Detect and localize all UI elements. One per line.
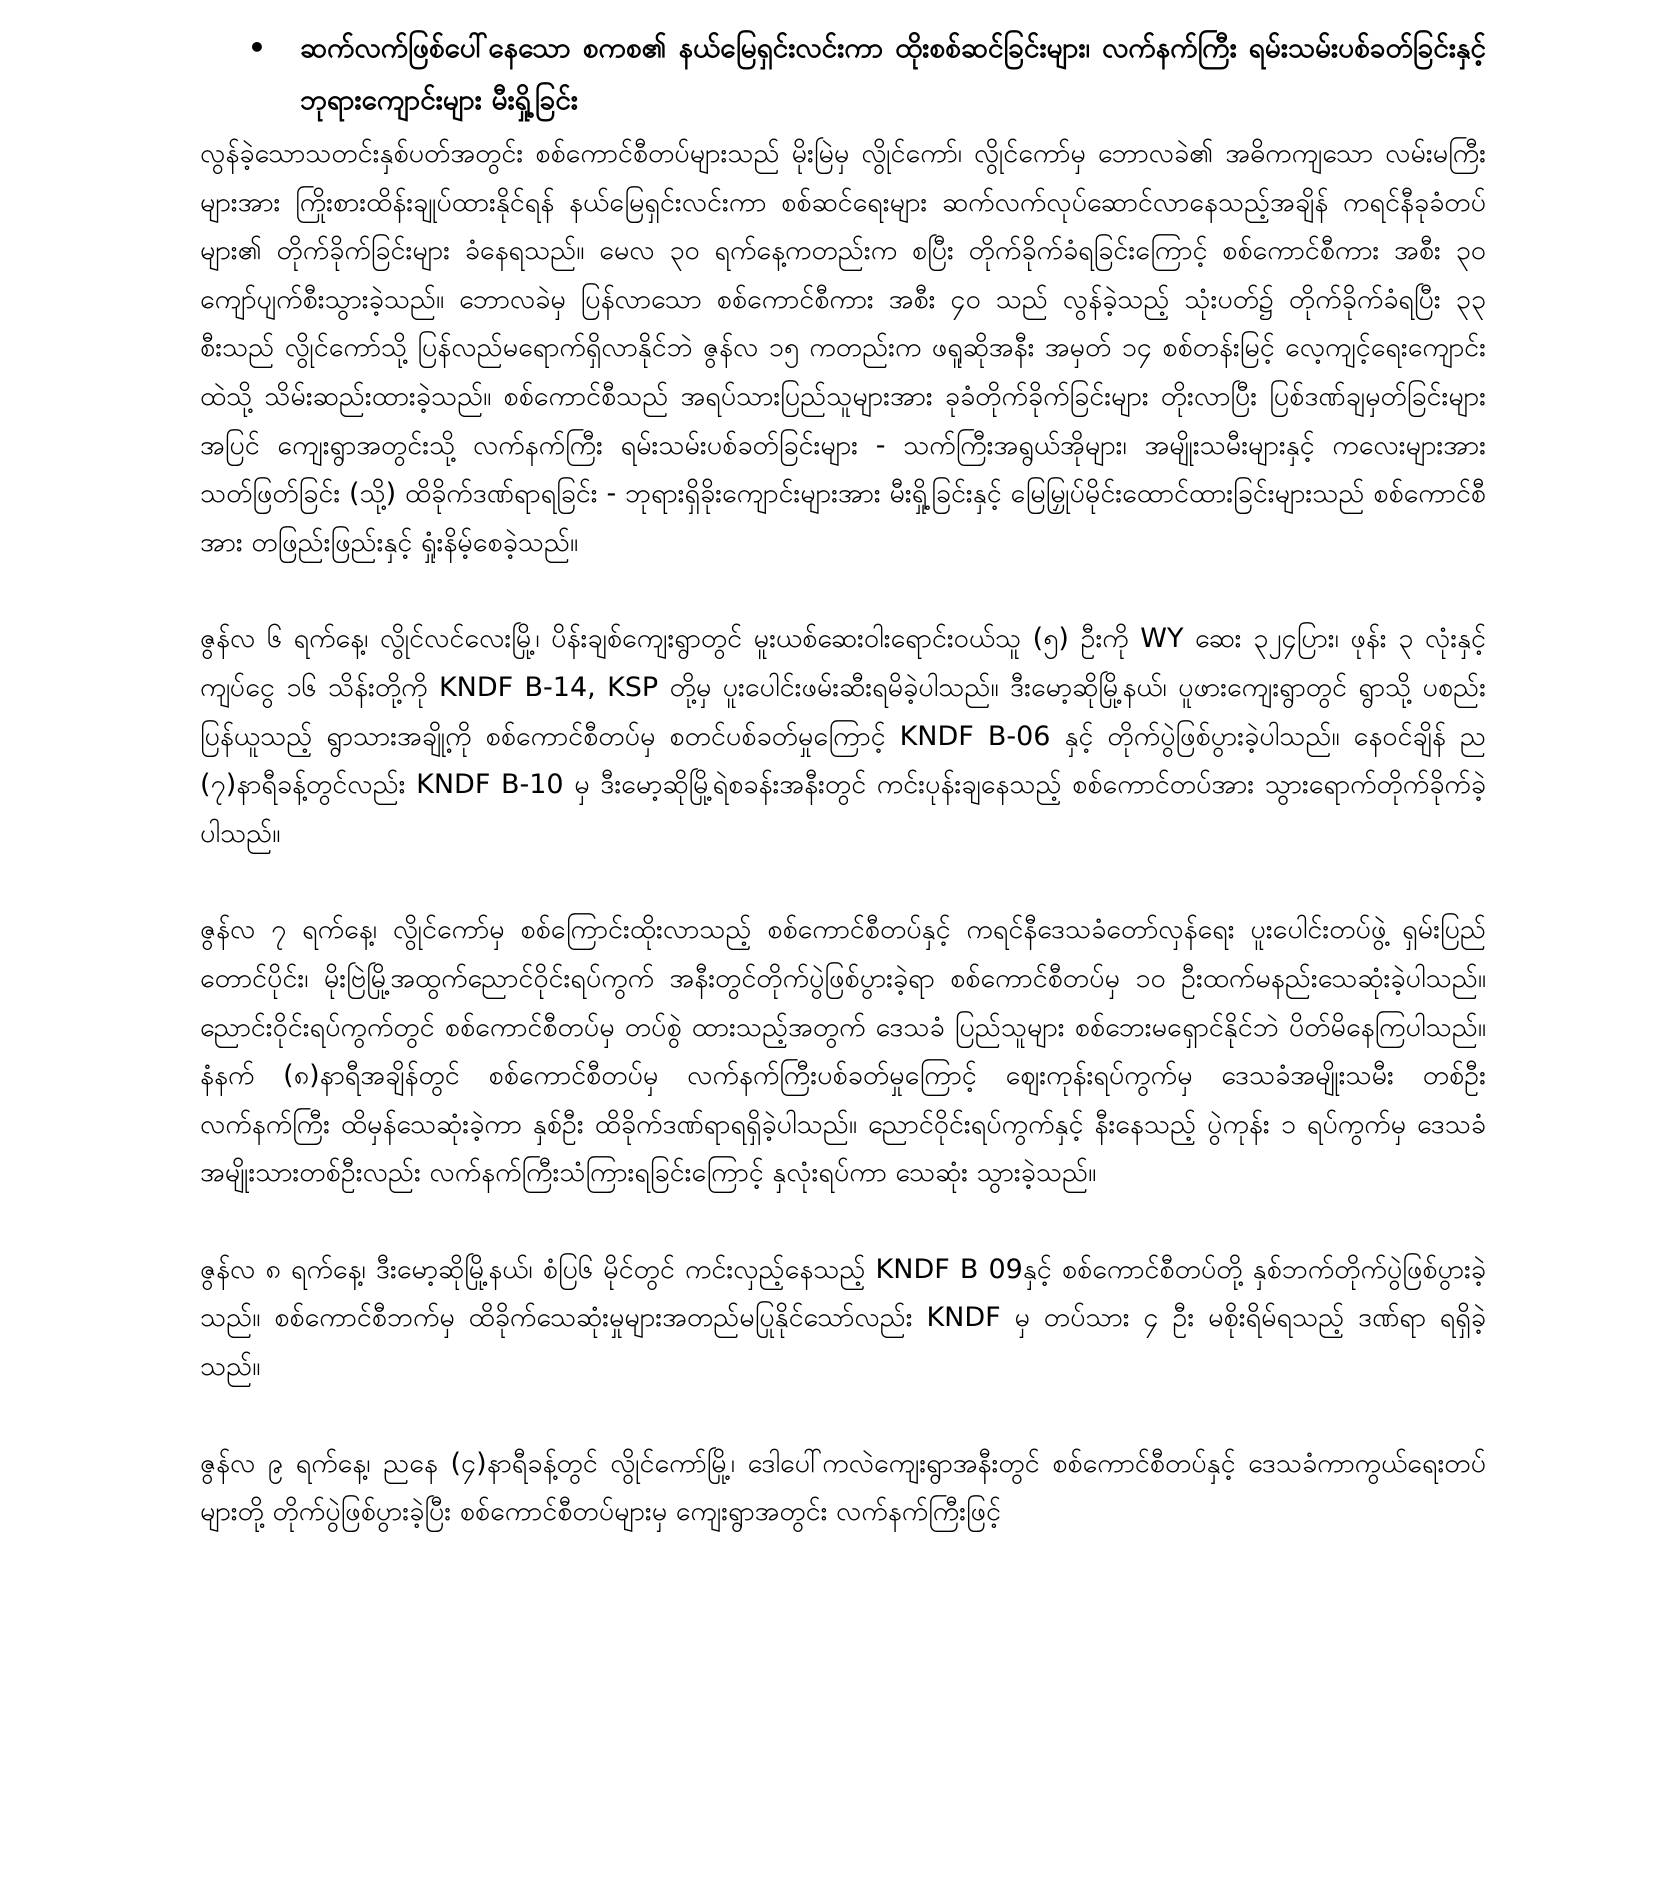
section-heading-text: ဆက်လက်ဖြစ်ပေါ်နေသော စကစ၏ နယ်မြေရှင်းလင်းကာ ထိုးစစ်ဆင်ခြင်းများ၊ လက်နက်ကြီး ရမ်းသမ်းပစ်ခတ်ခြင်းနှင့် ဘုရားကျောင်းများ မီးရှို့ခြင်း — [300, 31, 1486, 116]
paragraph-2: ဇွန်လ ၆ ရက်နေ့၊ လွိုင်လင်လေးမြို့၊ ပိန်းချစ်ကျေးရွာတွင် မူးယစ်ဆေးဝါးရောင်းဝယ်သူ (၅) ဦးကို WY ဆေး ၃၂၄ပြား၊ ဖုန်း ၃ လုံးနှင့် ကျပ်ငွေ ၁၆ သိန်းတို့ကို KNDF B-14, KSP တို့မှ ပူးပေါင်းဖမ်းဆီးရမိခဲ့ပါသည်။ ဒီးမော့ဆိုမြို့နယ်၊ ပူဖားကျေးရွာတွင် ရွာသို့ ပစည်းပြန်ယူသည့် ရွာသားအချို့ကို စစ်ကောင်စီတပ်မှ စတင်ပစ်ခတ်မှုကြောင့် KNDF B-06 နှင့် တိုက်ပွဲဖြစ်ပွားခဲ့ပါသည်။ နေဝင်ချိန် ည (၇)နာရီခန့်တွင်လည်း KNDF B-10 မှ ဒီးမော့ဆိုမြို့ရဲစခန်းအနီးတွင် ကင်းပုန်းချနေသည့် စစ်ကောင်တပ်အား သွားရောက်တိုက်ခိုက်ခဲ့ပါသည်။ — [200, 623, 1486, 849]
paragraph-3: ဇွန်လ ၇ ရက်နေ့၊ လွိုင်ကော်မှ စစ်ကြောင်းထိုးလာသည့် စစ်ကောင်စီတပ်နှင့် ကရင်နီဒေသခံတော်လှန်ရေး ပူးပေါင်းတပ်ဖွဲ့ ရှမ်းပြည်တောင်ပိုင်း၊ မိုးဗြဲမြို့အထွက်ညောင်ဝိုင်းရပ်ကွက် အနီးတွင်တိုက်ပွဲဖြစ်ပွားခဲ့ရာ စစ်ကောင်စီတပ်မှ ၁၀ ဦးထက်မနည်းသေဆုံးခဲ့ပါသည်။ ညောင်းဝိုင်းရပ်ကွက်တွင် စစ်ကောင်စီတပ်မှ တပ်စွဲ ထားသည့်အတွက် ဒေသခံ ပြည်သူများ စစ်ဘေးမရှောင်နိုင်ဘဲ ပိတ်မိနေကြပါသည်။ နံနက် (၈)နာရီအချိန်တွင် စစ်ကောင်စီတပ်မှ လက်နက်ကြီးပစ်ခတ်မှုကြောင့် ဈေးကုန်းရပ်ကွက်မှ ဒေသခံအမျိုးသမီး တစ်ဦး လက်နက်ကြီး ထိမှန်သေဆုံးခဲ့ကာ နှစ်ဦး ထိခိုက်ဒဏ်ရာရရှိခဲ့ပါသည်။ ညောင်ဝိုင်းရပ်ကွက်နှင့် နီးနေသည့် ပွဲကုန်း ၁ ရပ်ကွက်မှ ဒေသခံ အမျိုးသားတစ်ဦးလည်း လက်နက်ကြီးသံကြားရခြင်းကြောင့် နှလုံးရပ်ကာ သေဆုံး သွားခဲ့သည်။ — [200, 914, 1486, 1189]
section-heading — [200, 22, 1486, 126]
bullet-icon: • — [248, 31, 266, 64]
paragraph-4: ဇွန်လ ၈ ရက်နေ့၊ ဒီးမော့ဆိုမြို့နယ်၊ စံပြ၆ မိုင်တွင် ကင်းလှည့်နေသည့် KNDF B 09နှင့် စစ်ကောင်စီတပ်တို့ နှစ်ဘက်တိုက်ပွဲဖြစ်ပွားခဲ့သည်။ စစ်ကောင်စီဘက်မှ ထိခိုက်သေဆုံးမှုများအတည်မပြုနိုင်သော်လည်း KNDF မှ တပ်သား ၄ ဦး မစိုးရိမ်ရသည့် ဒဏ်ရာ ရရှိခဲ့သည်။ — [200, 1253, 1486, 1383]
paragraph-1: လွန်ခဲ့သောသတင်းနှစ်ပတ်အတွင်း စစ်ကောင်စီတပ်များသည် မိုးမြဲမှ လွိုင်ကော်၊ လွိုင်ကော်မှ ဘောလခဲ၏ အဓိကကျသော လမ်းမကြီးများအား ကြိုးစားထိန်းချုပ်ထားနိုင်ရန် နယ်မြေရှင်းလင်းကာ စစ်ဆင်ရေးများ ဆက်လက်လုပ်ဆောင်လာနေသည့်အချိန် ကရင်နီခုခံတပ်များ၏ တိုက်ခိုက်ခြင်းများ ခံနေရသည်။ မေလ ၃၀ ရက်နေ့ကတည်းက စပြီး တိုက်ခိုက်ခံရခြင်းကြောင့် စစ်ကောင်စီကား အစီး ၃၀ ကျော်ပျက်စီးသွားခဲ့သည်။ ဘောလခဲမှ ပြန်လာသော စစ်ကောင်စီကား အစီး ၄၀ သည် လွန်ခဲ့သည့် သုံးပတ်၌ တိုက်ခိုက်ခံရပြီး ၃၃ စီးသည် လွိုင်ကော်သို့ ပြန်လည်မရောက်ရှိလာနိုင်ဘဲ ဇွန်လ ၁၅ ကတည်းက ဖရူဆိုအနီး အမှတ် ၁၄ စစ်တန်းမြင့် လေ့ကျင့်ရေးကျောင်း ထဲသို့ သိမ်းဆည်းထားခဲ့သည်။ စစ်ကောင်စီသည် အရပ်သားပြည်သူများအား ခုခံတိုက်ခိုက်ခြင်းများ တိုးလာပြီး ပြစ်ဒဏ်ချမှတ်ခြင်းများအပြင် ကျေးရွာအတွင်းသို့ လက်နက်ကြီး ရမ်းသမ်းပစ်ခတ်ခြင်းများ - သက်ကြီးအရွယ်အိုများ၊ အမျိုးသမီးများနှင့် ကလေးများအား သတ်ဖြတ်ခြင်း (သို့) ထိခိုက်ဒဏ်ရာရခြင်း - ဘုရားရှိခိုးကျောင်းများအား မီးရှို့ခြင်းနှင့် မြေမြှုပ်မိုင်းထောင်ထားခြင်းများသည် စစ်ကောင်စီအား တဖြည်းဖြည်းနှင့် ရှုံးနိမ့်စေခဲ့သည်။ — [200, 138, 1486, 558]
document-page — [200, 22, 1486, 1537]
paragraph-5: ဇွန်လ ၉ ရက်နေ့၊ ညနေ (၄)နာရီခန့်တွင် လွိုင်ကော်မြို့၊ ဒေါပေါ်ကလဲကျေးရွာအနီးတွင် စစ်ကောင်စီတပ်နှင့် ဒေသခံကာကွယ်ရေးတပ်များတို့ တိုက်ပွဲဖြစ်ပွားခဲ့ပြီး စစ်ကောင်စီတပ်များမှ ကျေးရွာအတွင်း လက်နက်ကြီးဖြင့် — [200, 1447, 1486, 1528]
